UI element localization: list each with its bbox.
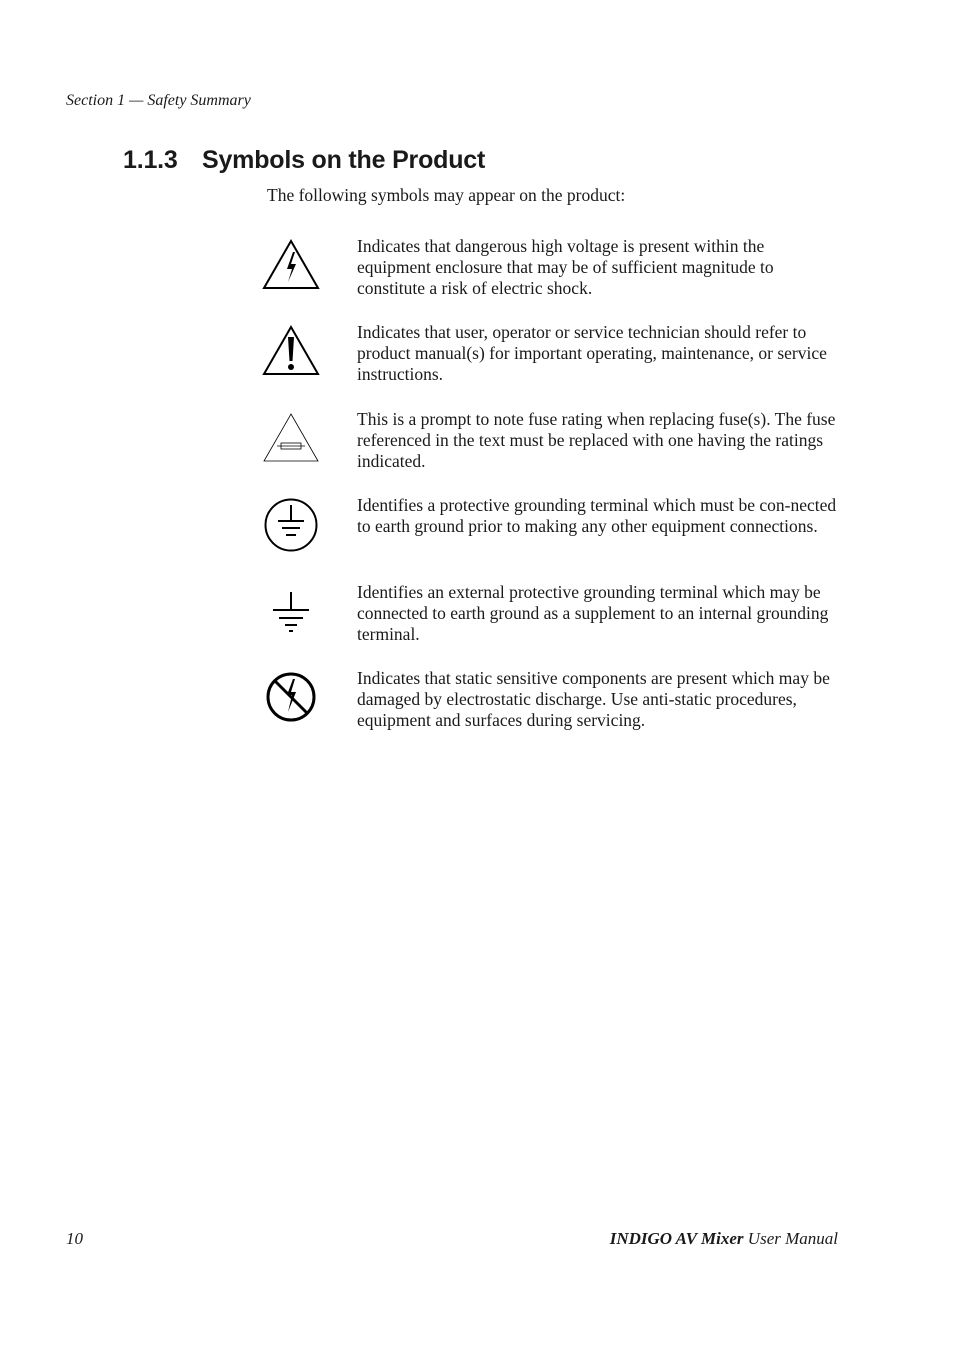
section-title: Symbols on the Product xyxy=(202,146,486,174)
symbol-description: Indicates that static sensitive components are present which may be damaged by electrostatic discharge. Use anti-static procedures, equipment and surfaces during servicing. xyxy=(357,668,830,730)
intro-text: The following symbols may appear on the product: xyxy=(267,185,626,205)
esd-sensitive-icon xyxy=(262,668,322,732)
high-voltage-warning-icon xyxy=(262,236,322,300)
symbol-row xyxy=(262,495,852,565)
footer-title xyxy=(610,1229,838,1249)
symbol-description: Indicates that user, operator or service technician should refer to product manual(s) for important operating, maintenance, or service instructions. xyxy=(357,322,827,384)
document-name: User Manual xyxy=(743,1229,838,1248)
symbol-description: Indicates that dangerous high voltage is present within the equipment enclosure that may be of sufficient magnitude to constitute a risk of electric shock. xyxy=(357,236,774,298)
caution-exclamation-icon xyxy=(262,322,322,386)
symbol-description: Identifies a protective grounding terminal which must be con-nected to earth ground prior to making any other equipment connections. xyxy=(357,495,837,536)
symbol-row xyxy=(262,322,852,392)
symbol-row xyxy=(262,236,852,306)
page-number: 10 xyxy=(66,1229,83,1248)
symbol-description: This is a prompt to note fuse rating when replacing fuse(s). The fuse referenced in the text must be replaced with one having the ratings indicated. xyxy=(357,409,836,471)
symbol-description: Identifies an external protective grounding terminal which may be connected to earth ground as a supplement to an internal grounding terminal. xyxy=(357,582,829,644)
section-heading xyxy=(123,146,485,175)
symbol-row xyxy=(262,668,852,738)
symbol-row xyxy=(262,582,852,652)
product-name: INDIGO AV Mixer xyxy=(609,1229,744,1248)
running-head: Section 1 — Safety Summary xyxy=(66,92,251,109)
fuse-rating-icon xyxy=(262,409,322,473)
section-number: 1.1.3 xyxy=(123,146,178,174)
symbol-row xyxy=(262,409,852,479)
protective-ground-icon xyxy=(262,495,322,559)
earth-ground-icon xyxy=(262,582,322,646)
